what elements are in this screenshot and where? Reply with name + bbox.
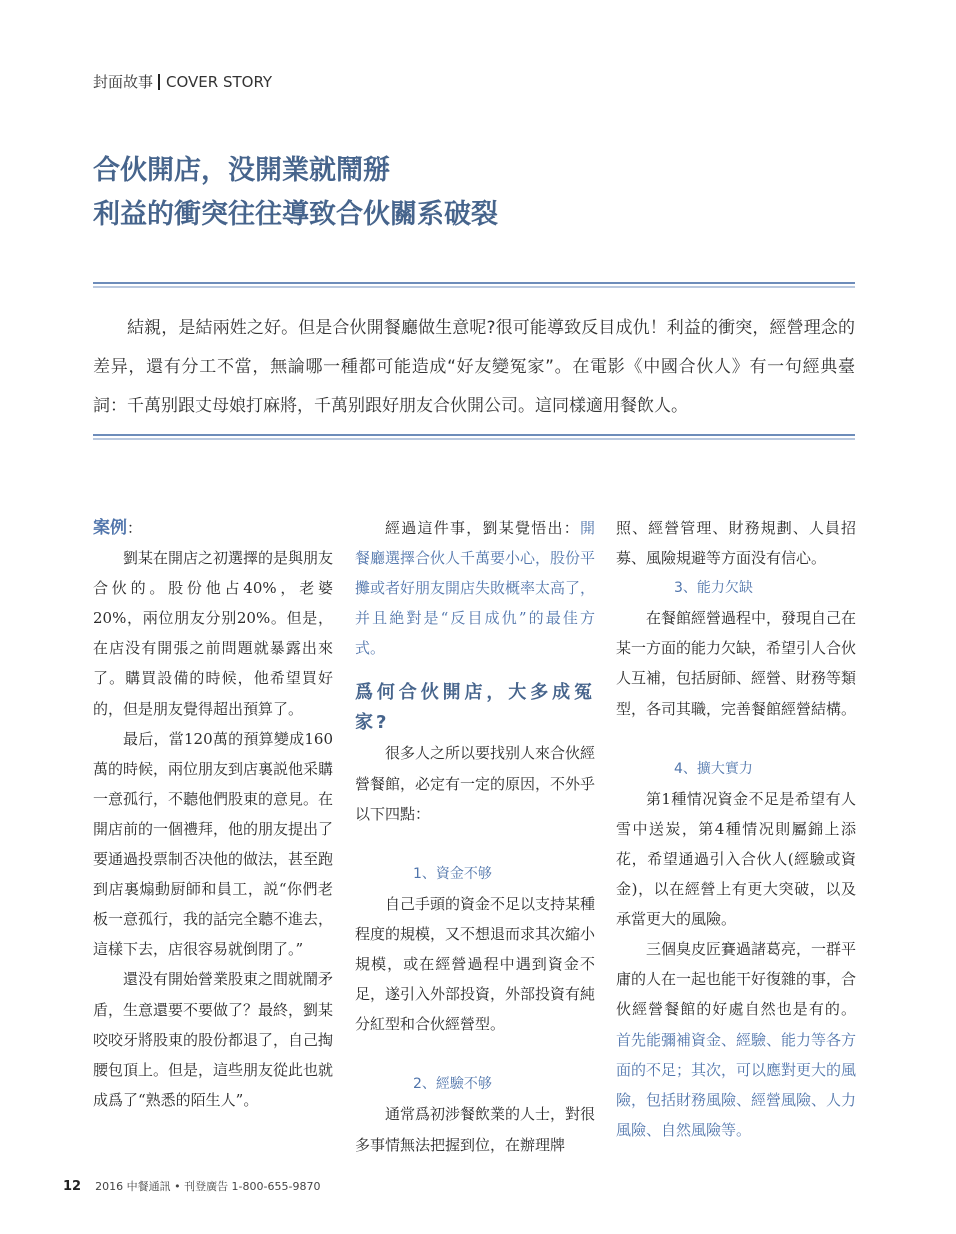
reasons-intro: 很多人之所以要找别人來合伙經營餐館，必定有一定的原因，不外乎以下四點： [355, 744, 596, 823]
lead-rule-top [93, 282, 855, 288]
lesson-highlight: 開餐廳選擇合伙人千萬要小心，股份平攤或者好朋友開店失敗概率太高了，并且絶對是“反目成仇”的最佳方式。 [355, 519, 596, 658]
article-title-line1: 合伙開店，没開業就鬧掰 [93, 155, 390, 186]
section-heading: 爲何合伙開店，大多成冤家? [355, 682, 595, 734]
lesson-paragraph [355, 513, 595, 663]
column-3 [616, 513, 856, 1145]
column-2 [355, 513, 595, 1160]
case-paragraph-1: 劉某在開店之初選擇的是與朋友合伙的。股份他占40%，老婆20%，兩位朋友分别20%。但是，在店没有開張之前問題就暴露出來了。購買設備的時候，他希望買好的，但是朋友覺得超出預算了。 [93, 549, 334, 718]
conclusion-plain: 三個臭皮匠賽過諸葛亮，一群平庸的人在一起也能干好復雜的事，合伙經營餐館的好處自然也是有的。 [616, 940, 857, 1019]
lesson-plain: 經過這件事，劉某覺悟出： [385, 519, 580, 537]
page-number: 12 [63, 1179, 82, 1194]
reason-4-paragraph: 第1種情况資金不足是希望有人雪中送炭，第4種情况則屬錦上添花，希望通過引入合伙人(經驗或資金)，以在經營上有更大突破，以及承當更大的風險。 [616, 789, 856, 929]
subheading-3: 3、能力欠缺 [674, 580, 753, 597]
page-footer [63, 1178, 320, 1194]
case-colon: ： [127, 519, 143, 537]
case-heading [93, 513, 333, 543]
conclusion-paragraph [616, 934, 856, 1145]
article-title-line2: 利益的衝突往往導致合伙關系破裂 [93, 199, 498, 230]
footer-info: 2016 中餐通訊 • 刊登廣告 1-800-655-9870 [95, 1180, 321, 1193]
conclusion-highlight: 首先能彌補資金、經驗、能力等各方面的不足；其次，可以應對更大的風險，包括財務風險、經營風險、人力風險、自然風險等。 [616, 1030, 857, 1139]
section-divider [158, 74, 160, 90]
case-paragraph-2: 最后，當120萬的預算變成160萬的時候，兩位朋友到店裏説他采購一意孤行，不聽他們股東的意見。在開店前的一個禮拜，他的朋友提出了要通過投票制否决他的做法，甚至跑到店裏煽動厨師和員工，説“你們老板一意孤行，我的話完全聽不進去，這樣下去，店很容易就倒閉了。” [93, 729, 334, 959]
lead-rule-bottom [93, 434, 855, 440]
reason-3-paragraph: 在餐館經營過程中，發現自己在某一方面的能力欠缺，希望引人合伙人互補，包括厨師、經營、財務等類型，各司其職，完善餐館經營結構。 [616, 609, 857, 718]
section-label-cn: 封面故事 [93, 73, 154, 91]
lead-paragraph: 結親，是結兩姓之好。但是合伙開餐廳做生意呢?很可能導致反目成仇！利益的衝突，經營理念的差异，還有分工不當，無論哪一種都可能造成“好友變冤家”。在電影《中國合伙人》有一句經典臺詞：千萬别跟丈母娘打麻將，千萬别跟好朋友合伙開公司。這同樣適用餐飲人。 [93, 318, 855, 416]
column-1 [93, 513, 333, 1115]
reason-2-paragraph: 通常爲初涉餐飲業的人士，對很多事情無法把握到位，在辦理牌 [355, 1105, 596, 1154]
case-paragraph-3: 還没有開始營業股東之間就鬧矛盾，生意還要不要做了？最終，劉某咬咬牙將股東的股份都退了，自己掏腰包頂上。但是，這些朋友從此也就成爲了“熟悉的陌生人”。 [93, 970, 334, 1109]
subheading-4: 4、擴大實力 [674, 760, 753, 777]
reason-1-paragraph: 自己手頭的資金不足以支持某種程度的規模，又不想退而求其次縮小規模，或在經營過程中遇到資金不足，遂引入外部投資，外部投資有純分紅型和合伙經營型。 [355, 894, 596, 1034]
subheading-1: 1、資金不够 [413, 865, 492, 882]
subheading-2: 2、經驗不够 [413, 1076, 492, 1093]
section-tag [93, 71, 272, 92]
section-label-en: COVER STORY [166, 73, 273, 91]
case-label: 案例 [93, 518, 127, 538]
reason-2-continued: 照、經營管理、財務規劃、人員招募、風險規避等方面没有信心。 [616, 519, 856, 568]
